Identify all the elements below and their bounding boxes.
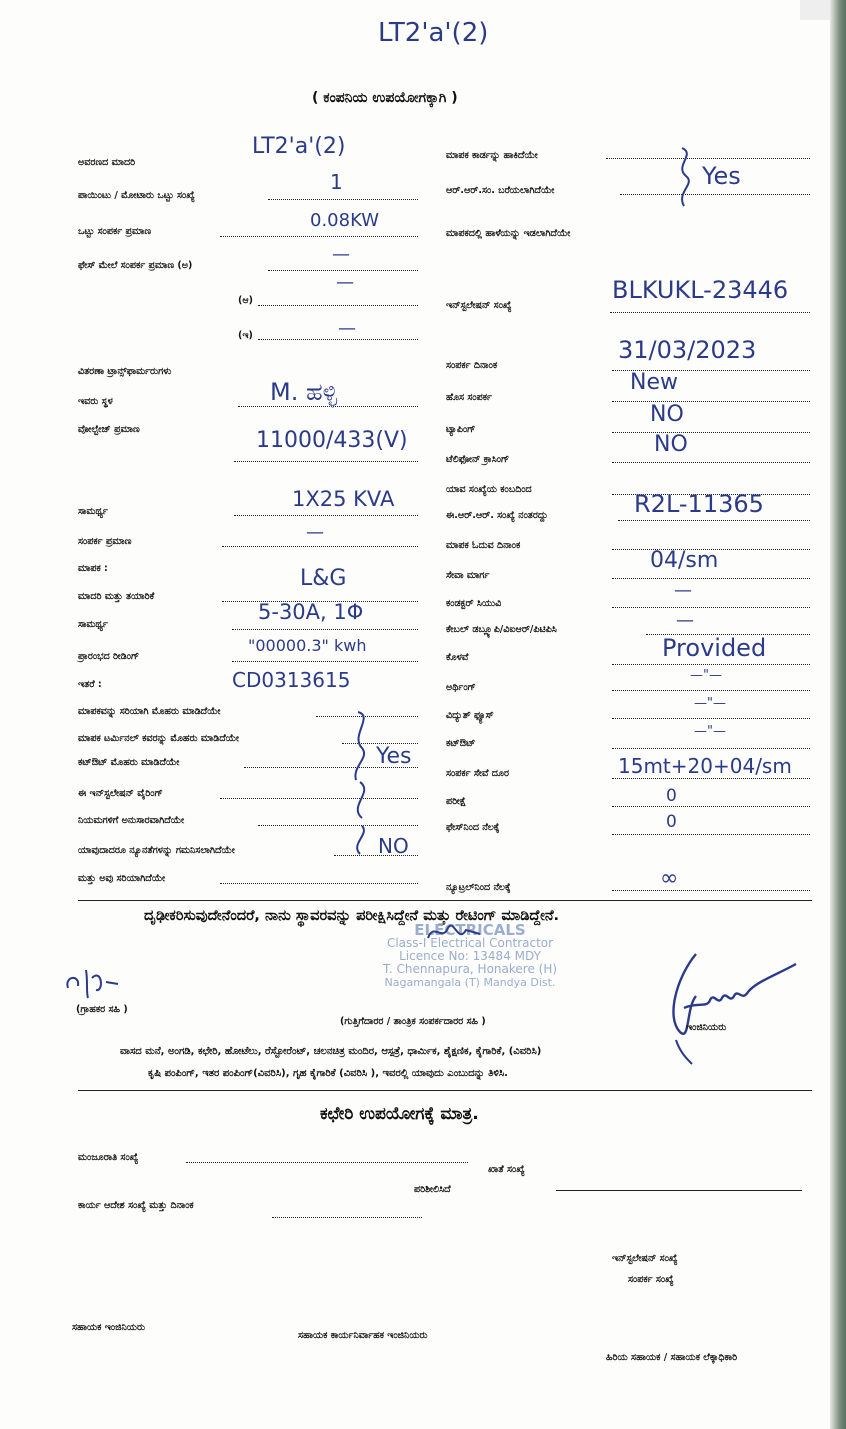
value-service-line: 04/sm [650,548,719,573]
line-initial-reading [232,661,418,662]
label-others: ಇತರೆ : [78,679,102,690]
value-fuse: —"— [694,696,726,711]
label-phase-load-c: (ಇ) [238,330,253,341]
label-voltage: ವೋಲ್ಟೇಜ್ ಪ್ರಮಾಣ [78,424,140,435]
label-checked: ಪರಿಶೀಲಿಸಿದೆ [414,1184,451,1195]
value-service-distance: 15mt+20+04/sm [618,754,792,778]
label-telephone-crossing: ಟೆಲಿಫೋನ್ ಕ್ರಾಸಿಂಗ್ [446,454,510,465]
contractor-signature [424,918,484,948]
label-location: ಇವರು ಸ್ಥಳ [78,396,113,407]
footer-assistant-executive-engineer: ಸಹಾಯಕ ಕಾರ್ಯನಿರ್ವಾಹಕ ಇಂಜಿನಿಯರು [298,1330,428,1341]
label-work-order: ಕಾರ್ಯ ಆದೇಶ ಸಂಖ್ಯೆ ಮತ್ತು ದಿನಾಂಕ [78,1200,194,1211]
value-phase-to-earth: 0 [666,812,677,832]
line-phase-load-a [268,270,418,271]
separator-line-2 [78,1090,812,1091]
value-phase-load-b: — [336,272,354,293]
stamp-line: Nagamangala (T) Mandya Dist. [384,976,556,989]
value-telephone-crossing: NO [654,432,688,457]
label-enclosure-type: ಅವರಣದ ಮಾದರಿ [78,157,136,168]
line-service-distance [612,778,810,779]
value-new-connection: New [630,370,678,395]
contractor-signature-label: (ಗುತ್ತಿಗೆದಾರರ / ತಾಂತ್ರಿಕ ಸಂಪರ್ಕದಾರರ ಸಹಿ ) [340,1016,486,1027]
line-rr-written [620,194,810,195]
line-test [612,806,810,807]
label-phase-load-b: (ಆ) [238,295,253,306]
value-phase-load-c: — [338,318,356,339]
line-voltage [234,461,418,462]
label-fuse: ವಿದ್ಯುತ್ ಫ್ಯೂಸ್ [446,710,494,721]
label-service-distance: ಸಂಪರ್ಕ ಸೇವೆ ದೂರ [446,768,510,779]
value-others: CD0313615 [232,668,351,692]
label-connected-load: ಸಂಪರ್ಕ ಪ್ರಮಾಣ [78,536,132,547]
label-cable: ಕೇಬಲ್ ಡಬ್ಲ್ಯೂಪಿ/ವಿಐಆರ್/ಪಿಟಿಪಿಸಿ [446,624,557,635]
label-tapping: ಟ್ಯಾಪಿಂಗ್ [446,424,476,435]
line-connected-load [222,546,418,547]
label-earthing: ಅರ್ಥಿಂಗ್ [446,682,476,693]
line-capacity-transformer [234,515,418,516]
line-sanction-no [186,1162,468,1163]
line-phase-load-c [258,339,418,340]
value-test: 0 [666,786,677,806]
label-account-no: ಖಾತೆ ಸಂಖ್ಯೆ [488,1164,525,1175]
label-total-load: ಒಟ್ಟು ಸಂಪರ್ಕ ಪ್ರಮಾಣ [78,226,152,237]
value-conduit: Provided [662,634,767,662]
office-only-heading: ಕಛೇರಿ ಉಪಯೋಗಕ್ಕೆ ಮಾತ್ರ. [320,1104,479,1124]
label-connection-date: ಸಂಪರ್ಕ ದಿನಾಂಕ [446,360,498,371]
engineer-signature-label: ಇಂಜಿನಿಯರು [686,1022,727,1033]
paper-corner [800,0,830,20]
value-next-rr-number: R2L-11365 [634,490,764,518]
label-as-per-rules: ನಿಯಮಗಳಿಗೆ ಅನುಸಾರವಾಗಿದೆಯೇ [78,815,185,826]
certification-statement: ದೃಢೀಕರಿಸುವುದೇನೆಂದರೆ, ನಾನು ಸ್ಥಾವರವನ್ನು ಪರೀಕ್ಷಿಸಿದ್ದೇನೆ ಮತ್ತು ರೇಟಿಂಗ್ ಮಾಡಿದ್ದೇನೆ. [144,908,560,924]
label-installation-no: ಇನ್‌ಸ್ಟಲೇಷನ್ ಸಂಖ್ಯೆ [446,300,512,311]
stamp-line: ELECTRICALS [414,921,526,939]
value-enclosure-type: LT2'a'(2) [252,134,346,159]
label-cutout: ಕಟ್‌ಔಟ್ [446,738,476,749]
value-defects-noticed: NO [378,834,409,858]
value-rr-written: Yes [702,162,741,190]
label-initial-reading: ಪ್ರಾರಂಭದ ರೀಡಿಂಗ್ [78,651,140,662]
value-earthing: —"— [690,668,722,683]
value-meter-make: L&G [300,566,347,591]
line-tapping [612,432,810,433]
line-meter-capacity [232,629,418,630]
label-test: ಪರೀಕ್ಷೆ [446,796,466,807]
line-earthing [612,690,810,691]
category-note-line-1: ವಾಸದ ಮನೆ, ಅಂಗಡಿ, ಕಛೇರಿ, ಹೋಟೆಲು, ರೆಸ್ಟೋರೆಂಟ್, ಚಲನಚಿತ್ರ ಮಂದಿರ, ಆಸ್ಪತ್ರೆ, ಧಾರ್ಮಿಕ, ಶೈಕ್ಷಣಿಕ, ಕೈಗಾರಿಕೆ, (ವಿವರಿಸಿ) [120,1046,542,1057]
label-meter-capacity: ಸಾಮರ್ಥ್ಯ [78,619,108,630]
label-defects-rectified: ಮತ್ತು ಅವು ಸರಿಯಾಗಿದೆಯೇ [78,873,166,884]
value-capacity-transformer: 1X25 KVA [292,487,395,511]
label-sheet-kept: ಮಾಪಕದಲ್ಲಿ ಹಾಳೆಯನ್ನು ಇಡಲಾಗಿದೆಯೇ [446,228,571,239]
line-cutout [612,748,810,749]
label-cutout-sealed: ಕಟ್‌ಔಟ್ ಮೊಹರು ಮಾಡಿದೆಯೇ [78,757,180,768]
label-meter-sealed: ಮಾಪಕವನ್ನು ಸರಿಯಾಗಿ ಮೊಹರು ಮಾಡಿದೆಯೇ [78,706,221,717]
footer-senior-assistant: ಹಿರಿಯ ಸಹಾಯಕ / ಸಹಾಯಕ ಲೆಕ್ಕಾಧಿಕಾರಿ [606,1352,738,1363]
label-phase-to-earth: ಫೇಸ್‌ನಿಂದ ನೆಲಕ್ಕೆ [446,822,500,833]
label-new-connection: ಹೊಸ ಸಂಪರ್ಕ [446,392,492,403]
line-new-connection [612,401,810,402]
value-initial-reading: "00000.3" kwh [248,636,367,655]
customer-signature [62,962,132,1002]
engineer-signature [656,948,806,1068]
value-location: M. ಹಳ್ಳಿ [270,378,338,406]
stamp-line: T. Chennapura, Honakere (H) [382,962,558,976]
category-note-line-2: ಕೃಷಿ ಪಂಪಿಂಗ್, ಇತರ ಪಂಪಿಂಗ್(ವಿವರಿಸಿ), ಗೃಹ ಕೈಗಾರಿಕೆ (ವಿವರಿಸಿ ), ಇವರಲ್ಲಿ ಯಾವುದು ಎಂಬುದನ್ನು ತಿಳಿಸಿ. [148,1068,508,1079]
paper-edge [830,0,846,1429]
label-service-line: ಸೇವಾ ಮಾರ್ಗ [446,570,490,581]
line-defects-rectified [220,883,418,884]
line-as-per-rules [258,825,418,826]
customer-signature-label: (ಗ್ರಾಹಕರ ಸಹಿ ) [76,1004,128,1015]
label-terminal-cover-sealed: ಮಾಪಕ ಟರ್ಮಿನಲ್ ಕವರನ್ನು ಮೊಹರು ಮಾಡಿದೆಯೇ [78,733,240,744]
footer-assistant-engineer: ಸಹಾಯಕ ಇಂಜಿನಿಯರು [72,1322,146,1333]
label-neutral-to-earth: ನ್ಯೂಟ್ರಲ್‌ನಿಂದ ನೆಲಕ್ಕೆ [446,882,511,893]
value-neutral-to-earth: ∞ [660,866,679,891]
value-voltage: 11000/433(V) [256,428,408,453]
value-cable: — [676,610,694,631]
line-neutral-to-earth [612,890,810,891]
line-fuse [612,718,810,719]
label-meter-reading-date: ಮಾಪಕ ಓದುವ ದಿನಾಂಕ [446,540,521,551]
label-meter-make: ಮಾದರಿ ಮತ್ತು ತಯಾರಿಕೆ [78,591,155,602]
stamp-line: Licence No: 13484 MDY [399,949,541,963]
separator-line-1 [78,900,812,901]
value-cutout: —"— [694,724,726,739]
line-phase-to-earth [612,834,810,835]
form-code-title: LT2'a'(2) [378,18,489,48]
line-conduit [612,664,810,665]
value-conductor: — [674,580,692,601]
label-defects-noticed: ಯಾವುದಾದರೂ ನ್ಯೂನತೆಗಳನ್ನು ಗಮನಿಸಲಾಗಿದೆಯೇ [78,845,235,856]
stamp-line: Class-I Electrical Contractor [386,936,554,950]
line-wiring [220,798,418,799]
label-next-rr-number: ಈ.ಆರ್.ಆರ್. ಸಂಖ್ಯೆ ನಂತರದ್ದು [446,510,548,521]
label-distribution-transformers: ವಿತರಣಾ ಟ್ರಾನ್ಸ್‌ಫಾರ್ಮರುಗಳು [78,366,172,377]
label-rr-written: ಆರ್.ಆರ್.ಸಂ. ಬರೆಯಲಾಗಿದೆಯೇ [446,185,555,196]
label-meter-card: ಮಾಪಕ ಕಾರ್ಡನ್ನು ಹಾಕಿದೆಯೇ [446,150,538,161]
label-installation-number: ಇನ್‌ಸ್ಟಲೇಷನ್ ಸಂಖ್ಯೆ [612,1253,678,1264]
label-sanction-no: ಮಂಜೂರಾತಿ ಸಂಖ್ಯೆ [78,1152,139,1163]
value-total-load: 0.08KW [310,210,380,231]
line-conductor [612,607,810,608]
right-brace-mark [668,144,698,210]
label-conductor: ಕಂಡಕ್ಟರ್ ಸಿಯುವಿ [446,598,502,609]
label-pole-number: ಯಾವ ಸಂಖ್ಯೆಯ ಕಂಬದಿಂದ [446,484,532,495]
left-brace-marks [340,708,380,878]
label-points-total: ಪಾಯಿಂಟು / ಮೋಟಾರು ಒಟ್ಟು ಸಂಖ್ಯೆ [78,190,195,201]
line-meter-card [606,158,810,159]
value-points-total: 1 [330,170,343,194]
label-meter: ಮಾಪಕ : [78,563,108,574]
label-phase-load-a: ಫೇಸ್ ಮೇಲೆ ಸಂಪರ್ಕ ಪ್ರಮಾಣ (ಅ) [78,260,193,271]
label-connection-number: ಸಂಪರ್ಕ ಸಂಖ್ಯೆ [628,1274,674,1285]
value-connection-date: 31/03/2023 [618,336,757,364]
line-account-no [556,1190,802,1191]
label-capacity-transformer: ಸಾಮರ್ಥ್ಯ [78,506,108,517]
value-phase-load-a: — [332,244,350,265]
line-telephone-crossing [612,462,810,463]
value-tapping: NO [650,402,684,427]
value-connected-load: — [306,522,324,543]
value-cutout-sealed: Yes [376,744,412,769]
label-wiring: ಈ ಇನ್‌ಸ್ಟಲೇಷನ್ ವೈರಿಂಗ್ [78,788,163,799]
line-points-total [268,199,418,200]
line-work-order [272,1217,422,1218]
line-location [238,406,418,407]
office-use-heading: ( ಕಂಪನಿಯ ಉಪಯೋಗಕ್ಕಾಗಿ ) [312,90,458,106]
value-installation-no: BLKUKL-23446 [612,276,789,304]
line-next-rr-number [618,520,810,521]
line-installation-no [610,312,810,313]
line-phase-load-b [258,305,418,306]
line-total-load [220,236,418,237]
label-conduit: ಕೊಳವೆ [446,652,469,663]
line-service-line [612,578,810,579]
value-meter-capacity: 5-30A, 1Φ [258,600,364,624]
